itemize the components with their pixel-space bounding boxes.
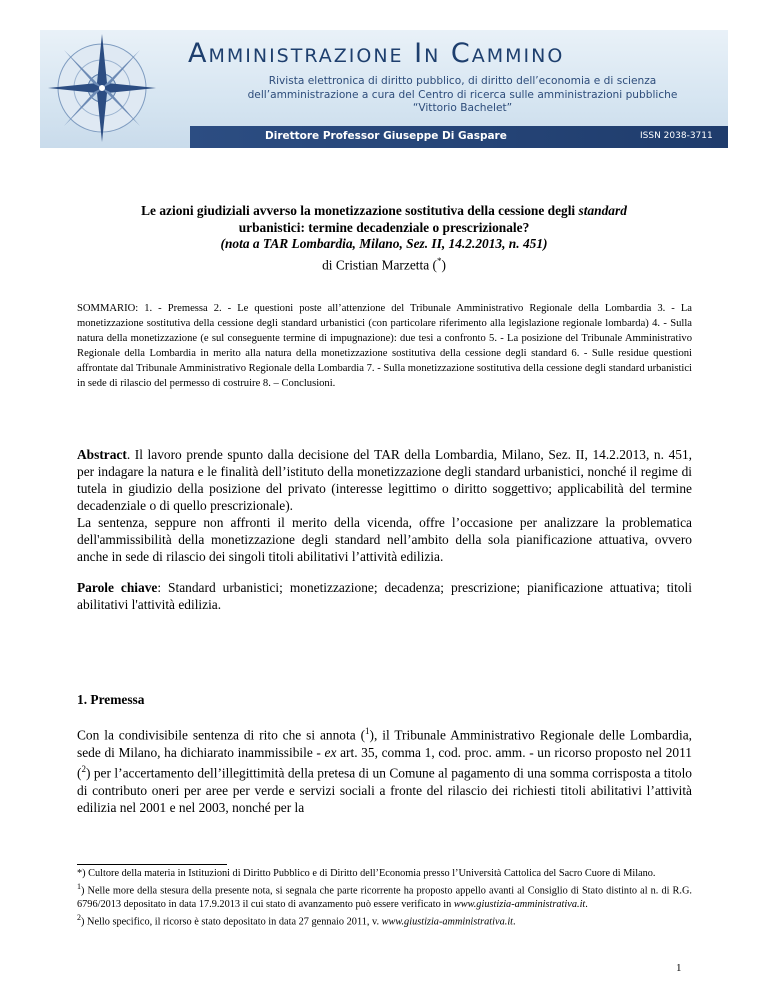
subtitle-line: dell’amministrazione a cura del Centro di ricerca sulle amministrazioni pubbliche	[247, 88, 678, 101]
footnote: *) Cultore della materia in Istituzioni di Diritto Pubblico e di Diritto dell’Economia presso l’Università Cattolica del Sacro Cuore di Milano.	[77, 868, 656, 879]
footnote-link[interactable]: www.giustizia-amministrativa.it	[453, 898, 586, 910]
abstract-paragraph: Abstract. Il lavoro prende spunto dalla decisione del TAR della Lombardia, Milano, Sez. II, 14.2.2013, n. 451, per indagare la natura e le finalità dell’istituto della monetizzazione degli standard urbanistici, nonché il regime di tutela in giudizio della posizione del privato (interesse legittimo o diritto soggettivo; applicabilità del termine decadenziale o di quello prescrizionale).	[77, 447, 692, 513]
keywords: Parole chiave: Standard urbanistici; monetizzazione; decadenza; prescrizione; pianificazione attuativa; titoli abilitativi l'attività edilizia.	[77, 580, 692, 612]
section-body: Con la condivisibile sentenza di rito che si annota ($^1$), il Tribunale Amministrativo Regionale delle Lombardia, sede di Milano, ha dichiarato inammissibile - ex art. 35, comma 1, cod. proc. amm. - un ricorso proposto nel 2011 ($^2$) per l’accertamento dell’illegittimità della pretesa di un Comune al pagamento di una somma corrisposta a titolo di contributo oneri per aree per verde e servizi sociali a fronte del rilascio dei richiesti titoli abilitativi l’attività edilizia nel 2001 e nel 2003, nonché per la	[77, 726, 692, 816]
section-heading: 1. Premessa	[77, 692, 145, 707]
sommario: SOMMARIO: 1. - Premessa 2. - Le questioni poste all’attenzione del Tribunale Amministrativo Regionale della Lombardia 3. - La monetizzazione sostitutiva della cessione degli standard urbanistici (con particolare riferimento alla legislazione regionale lombarda) 4. - Sulla natura della monetizzazione (e sul conseguente termine di impugnazione): due tesi a confronto 5. - La posizione del Tribunale Amministrativo Regionale della Lombardia in merito alla natura della monetizzazione sostitutiva della cessione degli standard 6. - Sulle residue questioni affrontate dal Tribunale Amministrativo Regionale della Lombardia 7. - Sulla monetizzazione sostitutiva della cessione degli standard urbanistici in sede di rilascio del permesso di costruire 8. – Conclusioni.	[77, 303, 692, 390]
page-number: 1	[676, 962, 682, 974]
journal-title: Amministrazione In Cammino	[188, 38, 565, 69]
footnote-separator	[77, 864, 227, 865]
footnotes	[77, 867, 692, 929]
masthead-banner	[40, 30, 728, 148]
footnote-ref: 1	[365, 726, 370, 736]
journal-subtitle	[205, 75, 720, 116]
article-title: Le azioni giudiziali avverso la monetizzazione sostitutiva della cessione degli standard	[141, 203, 627, 218]
subtitle-line: “Vittorio Bachelet”	[412, 102, 513, 114]
article-title-line2: urbanistici: termine decadenziale o prescrizionale?	[238, 219, 530, 235]
footnote-ref: 2	[81, 764, 86, 775]
article-author: di Cristian Marzetta (*)	[322, 255, 446, 272]
abstract-paragraph: La sentenza, seppure non affronti il merito della vicenda, offre l’occasione per analizzare la problematica dell'ammissibilità della monetizzazione degli standard nell’ambito della sola pianificazione attuativa, ovvero anche in sede di rilascio dei singoli titoli abilitativi l’attività edilizia.	[77, 515, 692, 564]
issn: ISSN 2038-3711	[640, 131, 713, 141]
subtitle-line: Rivista elettronica di diritto pubblico, di diritto dell’economia e di scienza	[268, 75, 657, 87]
article-note: (nota a TAR Lombardia, Milano, Sez. II, 14.2.2013, n. 451)	[220, 236, 548, 251]
footnote: $^2$) Nello specifico, il ricorso è stato depositato in data 27 gennaio 2011, v. www.giustizia-amministrativa.it.	[77, 913, 516, 928]
journal-director: Direttore Professor Giuseppe Di Gaspare	[265, 130, 507, 142]
article-title-block	[95, 203, 673, 273]
compass-rose-icon	[40, 30, 190, 148]
footnote-link[interactable]: www.giustizia-amministrativa.it	[381, 916, 514, 928]
abstract	[77, 446, 692, 623]
footnote: $^1$) Nelle more della stesura della presente nota, si segnala che parte ricorrente ha proposto appello avanti al Consiglio di Stato distinto al n. di R.G. 6796/2013 depositato in data 17.9.2013 il cui stato di avanzamento può essere verificato in www.giustizia-amministrativa.it.	[77, 882, 692, 910]
